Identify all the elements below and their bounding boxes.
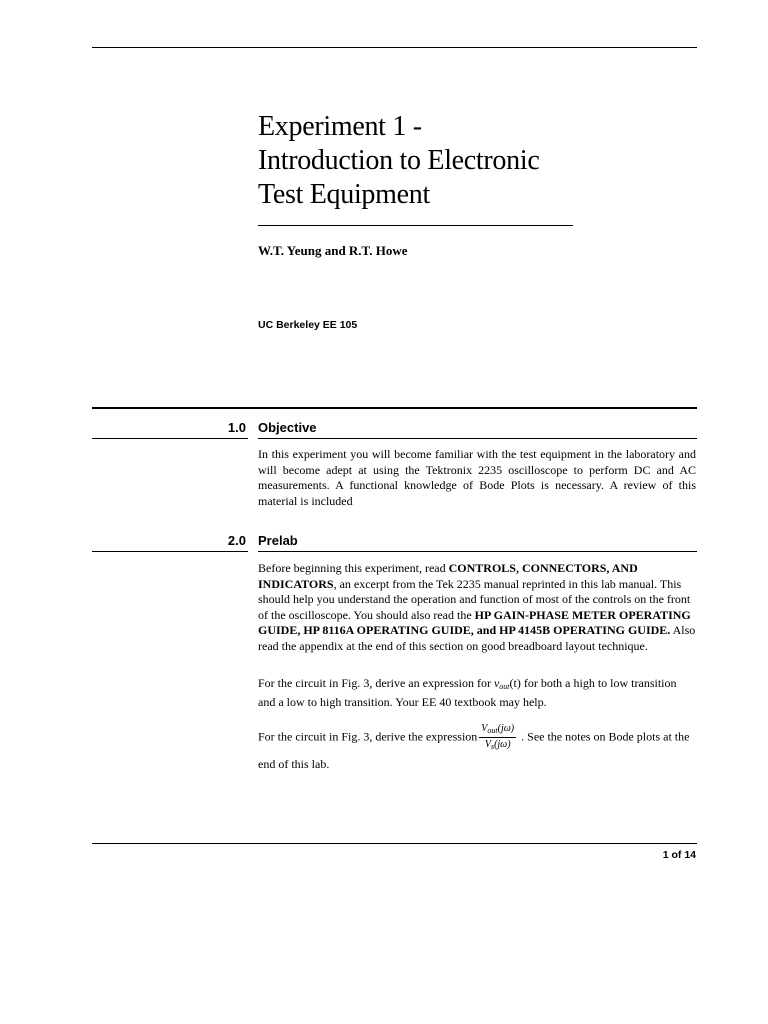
top-rule xyxy=(92,47,697,48)
page-number: 1 of 14 xyxy=(662,849,696,861)
prelab-paragraph-3 xyxy=(258,722,696,775)
numerator-var: V xyxy=(481,723,488,734)
fraction-numerator xyxy=(479,722,516,738)
denominator-arg: (jω) xyxy=(494,739,511,750)
section-1-top-rule xyxy=(92,407,697,409)
footer-rule xyxy=(92,843,697,844)
prelab-paragraph-1 xyxy=(258,561,696,654)
prelab-p2-text-a: For the circuit in Fig. 3, derive an expression for xyxy=(258,676,494,690)
prelab-p3-text-a: For the circuit in Fig. 3, derive the expression xyxy=(258,729,478,744)
section-2-number: 2.0 xyxy=(227,533,246,548)
title-underline xyxy=(258,225,573,226)
section-2-underline xyxy=(92,551,248,552)
denominator-var: V xyxy=(484,739,491,750)
prelab-p3-text-b: . See the notes on Bode plots at the end of this lab. xyxy=(258,729,690,771)
fraction-denominator xyxy=(479,738,516,753)
section-1-underline-right xyxy=(258,438,697,439)
numerator-sub: out xyxy=(487,726,498,735)
transfer-function-fraction xyxy=(479,722,516,753)
title-line-3: Test Equipment xyxy=(258,179,430,210)
title-line-2: Introduction to Electronic xyxy=(258,145,540,176)
section-1-number: 1.0 xyxy=(227,420,246,435)
title-line-1: Experiment 1 - xyxy=(258,111,422,142)
vout-variable: v xyxy=(493,676,500,690)
objective-paragraph: In this experiment you will become familiar with the test equipment in the laboratory and will become adept at using the Tektronix 2235 oscilloscope to perform DC and AC measurements. A functional knowledge of Bode Plots is necessary. A review of this material is included xyxy=(258,447,696,508)
prelab-p1-bold-guides: HP GAIN-PHASE METER OPERATING GUIDE, HP 8116A OPERATING GUIDE, and HP 4145B OPERATING GUIDE. xyxy=(258,607,691,637)
prelab-paragraph-2 xyxy=(258,676,696,710)
section-1-title: Objective xyxy=(258,420,317,435)
prelab-p1-text-c: , an excerpt from the Tek 2235 manual reprinted in this lab manual. This should help you understand the operation and function of most of the controls on the front of the oscilloscope. You should also read the xyxy=(258,576,691,622)
section-2-underline-right xyxy=(258,551,697,552)
course-label: UC Berkeley EE 105 xyxy=(258,319,358,331)
prelab-p2-text-b: (t) for both a high to low transition and a low to high transition. Your EE 40 textbook may help. xyxy=(258,676,677,709)
vout-subscript: out xyxy=(499,682,510,691)
authors: W.T. Yeung and R.T. Howe xyxy=(258,243,408,258)
denominator-sub: s xyxy=(490,742,495,751)
section-1-underline xyxy=(92,438,248,439)
numerator-arg: (jω) xyxy=(497,723,515,734)
prelab-p1-text-a: Before beginning this experiment, read xyxy=(258,561,449,575)
prelab-p1-bold-controls: CONTROLS, CONNECTORS, AND INDICATORS xyxy=(258,561,638,591)
prelab-p1-text-e: Also read the appendix at the end of this section on good breadboard layout technique. xyxy=(258,623,696,653)
section-2-title: Prelab xyxy=(258,533,298,548)
